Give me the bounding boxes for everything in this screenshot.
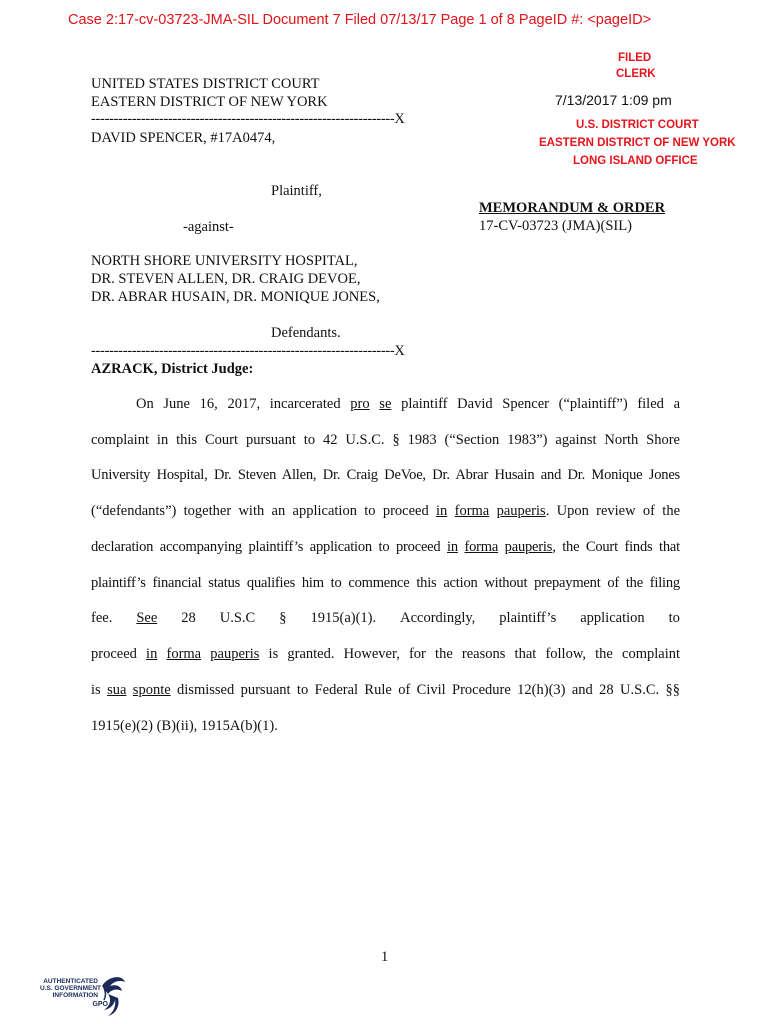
body-line-9: is sua sponte dismissed pursuant to Federal Rule of Civil Procedure 12(h)(3) and 28 U.S.C. §§: [91, 682, 681, 698]
plaintiff-label: Plaintiff,: [271, 183, 322, 199]
judge-heading: AZRACK, District Judge:: [91, 361, 254, 377]
stamp-court-2: EASTERN DISTRICT OF NEW YORK: [539, 137, 736, 149]
document-title: MEMORANDUM & ORDER: [479, 200, 666, 216]
case-header: Case 2:17-cv-03723-JMA-SIL Document 7 Filed 07/13/17 Page 1 of 8 PageID #: <pageID>: [68, 12, 652, 28]
logo-text-3: INFORMATION: [52, 992, 98, 999]
docket-number: 17-CV-03723 (JMA)(SIL): [479, 218, 632, 234]
gpo-authenticated-logo: [40, 974, 130, 1018]
against-label: -against-: [183, 219, 234, 235]
body-line-4: (“defendants”) together with an application to proceed in forma pauperis. Upon review of the: [91, 503, 680, 519]
body-line-5: declaration accompanying plaintiff’s application to proceed in forma pauperis, the Court finds that: [91, 539, 680, 555]
body-line-2: complaint in this Court pursuant to 42 U.S.C. § 1983 (“Section 1983”) against North Shore: [91, 432, 680, 448]
stamp-datetime: 7/13/2017 1:09 pm: [555, 92, 672, 108]
defendants-label: Defendants.: [271, 325, 341, 341]
court-name-2: EASTERN DISTRICT OF NEW YORK: [91, 94, 328, 110]
stamp-court-3: LONG ISLAND OFFICE: [573, 155, 698, 167]
defendants-line-2: DR. STEVEN ALLEN, DR. CRAIG DEVOE,: [91, 271, 361, 287]
caption-divider-top: -------------------------------------------------------------------X: [91, 111, 405, 127]
body-line-10: 1915(e)(2) (B)(ii), 1915A(b)(1).: [91, 718, 278, 734]
logo-text-1: AUTHENTICATED: [43, 978, 98, 985]
body-line-1: On June 16, 2017, incarcerated pro se plaintiff David Spencer (“plaintiff”) filed a: [136, 396, 681, 412]
logo-text-2: U.S. GOVERNMENT: [40, 985, 102, 992]
defendants-line-3: DR. ABRAR HUSAIN, DR. MONIQUE JONES,: [91, 289, 380, 305]
body-line-7: fee. See 28 U.S.C § 1915(a)(1). Accordingly, plaintiff’s application to: [91, 610, 680, 626]
stamp-clerk: CLERK: [616, 68, 656, 80]
court-name-1: UNITED STATES DISTRICT COURT: [91, 76, 320, 92]
defendants-line-1: NORTH SHORE UNIVERSITY HOSPITAL,: [91, 253, 358, 269]
eagle-icon: [98, 974, 128, 1018]
body-line-8: proceed in forma pauperis is granted. However, for the reasons that follow, the complaint: [91, 646, 680, 662]
caption-divider-bottom: -------------------------------------------------------------------X: [91, 343, 405, 359]
stamp-court-1: U.S. DISTRICT COURT: [576, 119, 699, 131]
stamp-filed: FILED: [618, 52, 652, 64]
body-line-3: University Hospital, Dr. Steven Allen, Dr. Craig DeVoe, Dr. Abrar Husain and Dr. Monique Jones: [91, 467, 680, 483]
logo-text-4: GPO: [92, 1001, 108, 1008]
body-line-6: plaintiff’s financial status qualifies him to commence this action without prepayment of the filing: [91, 575, 680, 591]
plaintiff-name: DAVID SPENCER, #17A0474,: [91, 130, 276, 146]
page-number: 1: [381, 949, 389, 965]
